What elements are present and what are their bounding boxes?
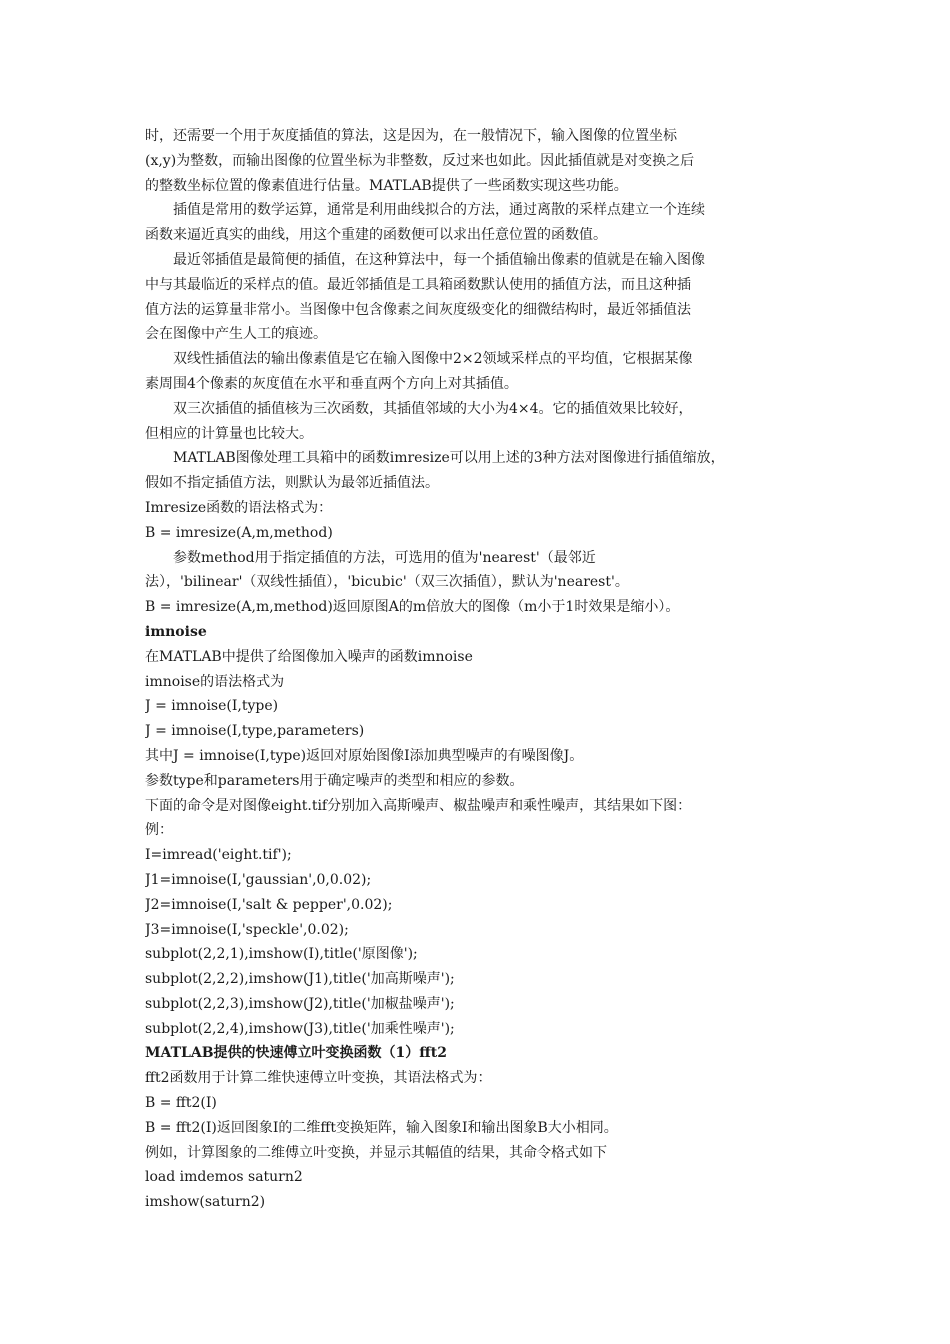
text-line: B = fft2(I): [145, 1095, 217, 1112]
text-line: 法），'bilinear'（双线性插值），'bicubic'（双三次插值），默认为'nearest'。: [145, 574, 629, 591]
text-line: imshow(saturn2): [145, 1194, 266, 1211]
text-line: J3=imnoise(I,'speckle',0.02);: [145, 921, 349, 938]
text-line: 中与其最临近的采样点的值。最近邻插值是工具箱函数默认使用的插值方法，而且这种插: [145, 276, 691, 293]
text-line: Imresize函数的语法格式为：: [145, 499, 333, 516]
text-line: 插值是常用的数学运算，通常是利用曲线拟合的方法，通过离散的采样点建立一个连续: [173, 202, 705, 219]
text-line: 例：: [145, 822, 173, 839]
section-heading: MATLAB提供的快速傅立叶变换函数（1）fft2: [145, 1045, 447, 1062]
text-line: 会在图像中产生人工的痕迹。: [145, 326, 327, 343]
text-line: B = imresize(A,m,method): [145, 524, 333, 541]
text-line: imnoise的语法格式为: [145, 673, 285, 690]
text-line: 最近邻插值是最简便的插值，在这种算法中，每一个插值输出像素的值就是在输入图像: [173, 251, 705, 268]
text-line: 的整数坐标位置的像素值进行估量。MATLAB提供了一些函数实现这些功能。: [145, 177, 628, 194]
text-line: 双线性插值法的输出像素值是它在输入图像中2×2领域采样点的平均值，它根据某像: [173, 351, 693, 368]
text-line: J2=imnoise(I,'salt & pepper',0.02);: [145, 896, 393, 913]
text-line: 素周围4个像素的灰度值在水平和垂直两个方向上对其插值。: [145, 375, 518, 392]
section-heading: imnoise: [145, 623, 207, 640]
text-line: fft2函数用于计算二维快速傅立叶变换，其语法格式为：: [145, 1070, 492, 1087]
text-line: 参数method用于指定插值的方法，可选用的值为'nearest'（最邻近: [173, 549, 596, 566]
text-line: 值方法的运算量非常小。当图像中包含像素之间灰度级变化的细微结构时，最近邻插值法: [145, 301, 691, 318]
text-line: subplot(2,2,1),imshow(I),title('原图像');: [145, 946, 418, 963]
text-line: 参数type和parameters用于确定噪声的类型和相应的参数。: [145, 772, 524, 789]
text-line: J = imnoise(I,type,parameters): [145, 723, 365, 740]
text-line: 在MATLAB中提供了给图像加入噪声的函数imnoise: [145, 648, 473, 665]
text-line: subplot(2,2,4),imshow(J3),title('加乘性噪声');: [145, 1020, 455, 1037]
text-line: B = imresize(A,m,method)返回原图A的m倍放大的图像（m小于1时效果是缩小）。: [145, 599, 680, 616]
text-line: 例如，计算图象的二维傅立叶变换，并显示其幅值的结果，其命令格式如下: [145, 1144, 607, 1161]
text-line: 假如不指定插值方法，则默认为最邻近插值法。: [145, 475, 439, 492]
text-line: J1=imnoise(I,'gaussian',0,0.02);: [145, 871, 372, 888]
text-line: 但相应的计算量也比较大。: [145, 425, 313, 442]
document-body: [145, 124, 813, 1215]
text-line: load imdemos saturn2: [145, 1169, 303, 1186]
text-line: 时，还需要一个用于灰度插值的算法，这是因为，在一般情况下，输入图像的位置坐标: [145, 128, 677, 144]
text-line: I=imread('eight.tif');: [145, 847, 292, 864]
text-line: J = imnoise(I,type): [145, 698, 279, 715]
text-line: subplot(2,2,2),imshow(J1),title('加高斯噪声');: [145, 971, 455, 988]
text-line: 双三次插值的插值核为三次函数，其插值邻域的大小为4×4。它的插值效果比较好，: [173, 400, 693, 417]
text-line: B = fft2(I)返回图象I的二维fft变换矩阵，输入图象I和输出图象B大小相同。: [145, 1119, 618, 1136]
text-line: MATLAB图像处理工具箱中的函数imresize可以用上述的3种方法对图像进行插值缩放，: [173, 450, 725, 467]
text-line: subplot(2,2,3),imshow(J2),title('加椒盐噪声');: [145, 995, 455, 1012]
text-line: 下面的命令是对图像eight.tif分别加入高斯噪声、椒盐噪声和乘性噪声，其结果如下图：: [145, 797, 692, 814]
text-line: 其中J = imnoise(I,type)返回对原始图像I添加典型噪声的有噪图像J。: [145, 747, 584, 764]
text-line: 函数来逼近真实的曲线，用这个重建的函数便可以求出任意位置的函数值。: [145, 227, 607, 244]
text-line: (x,y)为整数，而输出图像的位置坐标为非整数，反过来也如此。因此插值就是对变换之后: [145, 152, 695, 169]
